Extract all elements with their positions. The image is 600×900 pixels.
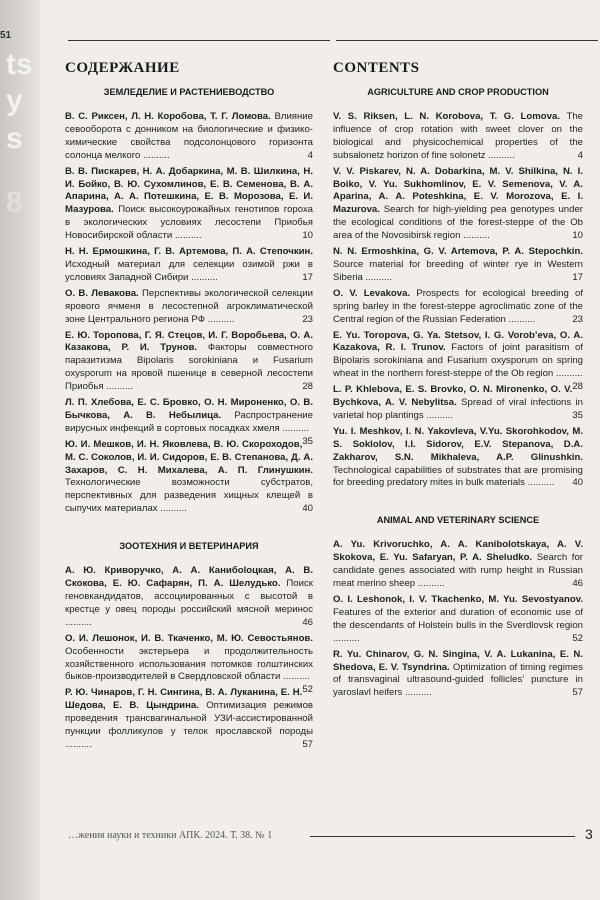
entry-title: Search for candidate genes associated with rump height in Russian meat merino sheep: [333, 552, 583, 590]
toc-entry[interactable]: [333, 111, 583, 163]
entry-title: Technological capabilities of substrates that are promising for breeding predatory mites in bulk materials: [333, 464, 583, 489]
toc-entry[interactable]: [65, 166, 313, 243]
entry-page-number: 4: [307, 149, 313, 161]
toc-entry[interactable]: [333, 246, 583, 285]
entry-authors: В. В. Пискарев, Н. А. Добаркина, М. В. Шилкина, Н. И. Бойко, В. Ю. Сухомлинов, Е. В. Семенова, В. А. Апарина, А. А. Потешкина, Е. В. Морозова, Е. И. Мазурова.: [65, 165, 313, 216]
toc-entry[interactable]: [65, 330, 313, 395]
leader-dots: ..........: [157, 503, 187, 515]
leader-dots: ..........: [505, 313, 536, 325]
entry-page-number: 10: [302, 230, 313, 242]
entry-title: Влияние севооборота с донником на биологические и физико-химические свойства подсолонцового горизонта солонца мелкого: [65, 111, 313, 161]
entry-authors: V. S. Riksen, L. N. Korobova, T. G. Lomova.: [333, 111, 560, 122]
entry-page-number: 46: [572, 578, 583, 590]
top-rule-left: [68, 40, 330, 41]
entry-title: Features of the exterior and duration of economic use of the descendants of Holstein bulls in the Sverdlovsk region: [333, 606, 583, 631]
entry-authors: Р. Ю. Чинаров, Г. Н. Сингина, В. А. Луканина, Е. Н. Шедова, Е. В. Цындрина.: [65, 687, 303, 712]
section-spacer: [65, 519, 313, 541]
entry-page-number: 52: [302, 684, 313, 696]
toc-entry[interactable]: [333, 539, 583, 591]
entry-title: Исходный материал для селекции озимой ржи в условиях Западной Сибири: [65, 258, 313, 283]
entry-page-number: 46: [302, 616, 313, 628]
strip-fragment: 8: [6, 186, 23, 219]
entry-title: Перспективы экологической селекции ярового ячменя в лесостепной агроклиматической зоне Центрального региона РФ: [65, 287, 313, 325]
toc-entry[interactable]: [65, 111, 313, 163]
entry-title: Source material for breeding of winter rye in Western Siberia: [333, 258, 583, 283]
entry-authors: Е. Ю. Торопова, Г. Я. Стецов, И. Г. Воробьева, О. А. Казакова, Р. И. Трунов.: [65, 329, 313, 354]
journal-footer: …жения науки и техники АПК. 2024. Т. 38. № 1: [68, 830, 273, 841]
entry-authors: V. V. Piskarev, N. A. Dobarkina, M. V. Shilkina, N. I. Boiko, V. Yu. Sukhomlinov, E. V. Semenova, V. A. Aparina, A. A. Poteshkina, E. V. Morozova, E. I. Mazurova.: [333, 165, 583, 216]
page-number: 3: [585, 826, 593, 842]
toc-entry[interactable]: [65, 439, 313, 516]
entry-page-number: 35: [572, 409, 583, 421]
leader-dots: ..........: [140, 149, 170, 161]
entry-authors: Yu. I. Meshkov, I. N. Yakovleva, V.Yu. Skorohkodov, M. S. Soklolov, I.I. Sidorov, E.V. Stepanova, D.A. Zakharov, S.N. Mikhaleva, A.P. Glinushkin.: [333, 425, 583, 463]
entry-authors: Ю. И. Мешков, И. Н. Яковлева, В. Ю. Скороходов, М. С. Соколов, И. И. Сидоров, Е. В. Степанова, Д. А. Захаров, С. Н. Михалева, А. П. Глинушкин.: [65, 438, 313, 476]
entry-page-number: 57: [302, 738, 313, 750]
strip-fragment: ts: [6, 48, 33, 81]
entry-page-number: 40: [302, 503, 313, 515]
entry-page-number: 28: [302, 381, 313, 393]
entry-title: Особенности экстерьера и продолжительность хозяйственного использования потомков голштинских быков-производителей в Свердловской области: [65, 645, 313, 683]
contents-page: [50, 0, 600, 900]
entry-title: Prospects for ecological breeding of spring barley in the forest-steppe agroclimatic zone of the Central region of the Russian Federation: [333, 287, 583, 325]
toc-entry[interactable]: [333, 426, 583, 491]
entry-authors: Н. Н. Ермошкина, Г. В. Артемова, П. А. Степочкин.: [65, 246, 313, 258]
entry-title: Search for high-yielding pea genotypes under the ecological conditions of the forest-steppe of the Ob area of the Novosibirsk region: [333, 204, 584, 242]
entry-page-number: 40: [572, 477, 583, 489]
entry-page-number: 57: [572, 687, 583, 699]
entry-authors: A. Yu. Krivoruchko, A. A. Kanibolotskaya, A. V. Skokova, E. Yu. Safaryan, P. A. Sheludko.: [333, 539, 583, 564]
entry-page-number: 23: [302, 313, 313, 325]
entry-page-number: 4: [577, 149, 583, 161]
toc-entry[interactable]: [65, 565, 313, 630]
entry-page-number: 17: [572, 271, 583, 283]
section-heading: ANIMAL AND VETERINARY SCIENCE: [376, 515, 540, 526]
left-page-strip: [0, 0, 40, 900]
leader-dots: ..........: [524, 477, 555, 489]
entry-authors: O. V. Levakova.: [333, 287, 411, 299]
entry-title: Поиск высокоурожайных генотипов гороха в экологических условиях лесостепи Приобья Новосибирской области: [65, 204, 313, 242]
entry-authors: E. Yu. Toropova, G. Ya. Stetsov, I. G. Vorob’eva, O. A. Kazakova, R. I. Trunov.: [333, 329, 583, 354]
footer-rule: [310, 836, 575, 837]
entry-title: The influence of crop rotation with sweet clover on the biological and physicochemical properties of the subsalonetz horizon of fine solonetz: [333, 111, 584, 161]
leader-dots: ..........: [362, 271, 393, 283]
entry-title: Поиск геновкандидатов, ассоциированных с высотой в крестце у овец породы российский мясной меринос: [65, 578, 313, 615]
entry-authors: L. P. Khlebova, E. S. Brovko, O. N. Mironenko, O. V. Bychkova, A. V. Nebylitsa.: [333, 384, 573, 409]
entry-authors: R. Yu. Chinarov, G. N. Singina, V. A. Lukanina, E. N. Shedova, E. V. Tsyndrina.: [333, 648, 583, 673]
entry-title: Распространение вирусных инфекций в сортовых посадках хмеля: [65, 409, 313, 434]
toc-entry[interactable]: [333, 649, 583, 701]
russian-contents-column: [65, 58, 313, 755]
leader-dots: ..........: [415, 578, 445, 590]
entry-title: Factors of joint parasitism of Bipolaris sorokiniana and Fusarium oxysporum on spring wheat in the northern forest-steppe of the Ob region: [333, 342, 583, 380]
entry-page-number: 52: [572, 632, 583, 644]
entry-authors: В. С. Риксен, Л. Н. Коробова, Т. Г. Ломова.: [65, 111, 271, 122]
toc-entry[interactable]: [65, 687, 313, 752]
leader-dots: ..........: [460, 230, 490, 242]
entry-authors: О. И. Лешонок, И. В. Ткаченко, М. Ю. Севостьянов.: [65, 632, 313, 644]
toc-entry[interactable]: [65, 397, 313, 447]
section-heading: ЗЕМЛЕДЕЛИЕ И РАСТЕНИЕВОДСТВО: [103, 87, 275, 97]
entry-title: Optimization of timing regimes of transvaginal ultrasound-guided follicles’ puncture in yaroslavl heifers: [333, 661, 583, 699]
leader-dots: ..........: [103, 381, 133, 393]
strip-page-number: 51: [0, 30, 12, 41]
entry-title: Факторы совместного паразитизма Bipolaris sorokiniana и Fusarium oxysporum на яровой пшенице в северной лесостепи Приобья: [65, 342, 313, 393]
entry-title: Spread of viral infections in varietal hop plantings: [333, 397, 583, 421]
entry-title: Технологические возможности субстратов, перспективных для разведения хищных клещей в сыпучих материалах: [65, 477, 313, 515]
entry-page-number: 10: [572, 230, 583, 242]
strip-fragment: y: [6, 84, 23, 117]
entry-authors: А. Ю. Криворучко, А. А. Канибolоцкая, А. В. Скокова, Е. Ю. Сафарян, П. А. Шелудько.: [65, 565, 313, 590]
top-rule-right: [336, 40, 598, 41]
entry-page-number: 28: [572, 381, 583, 393]
leader-dots: ..........: [188, 271, 218, 283]
toc-entry[interactable]: [65, 288, 313, 327]
contents-title-ru: СОДЕРЖАНИЕ: [65, 60, 180, 76]
toc-entry[interactable]: [333, 288, 583, 327]
entry-authors: N. N. Ermoshkina, G. V. Artemova, P. A. Stepochkin.: [333, 246, 583, 258]
section-spacer: [333, 493, 583, 515]
entry-authors: О. В. Левакова.: [65, 287, 139, 299]
entry-page-number: 23: [572, 313, 583, 325]
leader-dots: ..........: [279, 422, 309, 434]
leader-dots: ..........: [280, 671, 310, 683]
leader-dots: ..........: [423, 409, 453, 421]
leader-dots: ..........: [65, 616, 92, 628]
toc-entry[interactable]: [333, 384, 583, 423]
leader-dots: ..........: [402, 687, 432, 699]
entry-page-number: 17: [302, 271, 313, 283]
leader-dots: ..........: [65, 738, 92, 750]
toc-entry[interactable]: [333, 329, 583, 393]
english-contents-column: [333, 58, 583, 703]
toc-entry[interactable]: [65, 632, 313, 696]
toc-entry[interactable]: [333, 594, 583, 646]
entry-authors: O. I. Leshonok, I. V. Tkachenko, M. Yu. Sevostyanov.: [333, 594, 583, 605]
entry-title: Оптимизация режимов проведения трансвагинальной УЗИ-ассистированной пункции фолликулов у телок ярославской породы: [65, 700, 313, 738]
entry-page-number: 35: [302, 435, 313, 447]
toc-entry[interactable]: [65, 246, 313, 285]
section-heading: AGRICULTURE AND CROP PRODUCTION: [367, 87, 549, 97]
leader-dots: ..........: [485, 149, 515, 161]
strip-fragment: s: [6, 122, 23, 155]
leader-dots: ..........: [172, 230, 202, 242]
leader-dots: ..........: [333, 632, 360, 644]
section-heading: ЗООТЕХНИЯ И ВЕТЕРИНАРИЯ: [119, 541, 259, 552]
entry-authors: Л. П. Хлебова, Е. С. Бровко, О. Н. Мироненко, О. В. Бычкова, А. В. Небылица.: [65, 397, 313, 421]
toc-entry[interactable]: [333, 166, 583, 243]
leader-dots: ..........: [205, 313, 235, 325]
contents-title-en: CONTENTS: [333, 60, 420, 76]
leader-dots: ..........: [553, 368, 583, 380]
